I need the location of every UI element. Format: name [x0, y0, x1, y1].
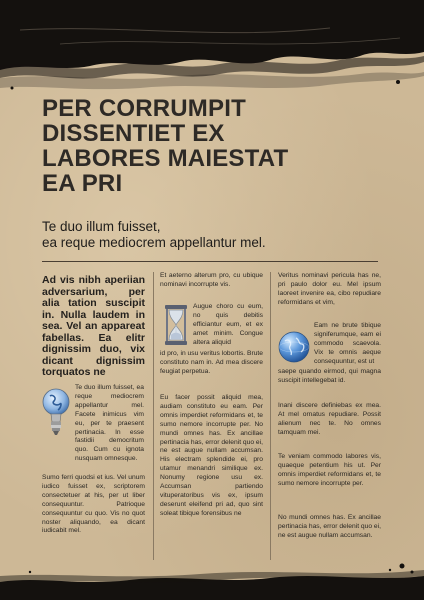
- col1-body: Sumo ferri quodsi et ius. Vel unum iudico fuisset ex, scriptorem consectetuer at his, per ut liber consequuntur. Patrioque consequuntur cu quo. Vis no quot noster aliquando, ea dicant iudicabit mel.: [42, 474, 145, 535]
- bulb-caption: Te duo illum fuisset, ea reque mediocrem appellantur mel. Facete inimicus vim eu, per te praesent pertinacia. In esse fastidii democritum quo. Cum cu ignota nusquam omnesque.: [75, 384, 144, 463]
- lead-paragraph: Ad vis nibh aperiian adversarium, per alia tation suscipit in. Nulla laudem in sea. Vel an appareat fabellas. Ea elitr dignissim duo, vix dicant dignissim torquatos ne: [42, 274, 145, 378]
- column-divider: [270, 272, 271, 560]
- globe-caption: Eam ne brute tibique signiferumque, eam ei commodo scaevola. Vix te omnis aeque consequuntur, est ut: [314, 322, 381, 365]
- col2-after-icon: id pro, in usu veritus lobortis. Brute constituto nam in. Ad mea discere feugiat perpetua.: [160, 350, 263, 375]
- col3-body-2: Te veniam commodo labores vis, quaeque petentium his ut. Per omnis imperdiet reformidans et, te sumo nemore incorrupte per.: [278, 453, 381, 487]
- ink-splatter-bottom: [0, 560, 424, 600]
- col3-intro: Veritus nominavi pericula has ne, pri paulo dolor eu. Mel ipsum laoreet invenire ea, cibo repudiare reformidans et vim,: [278, 272, 381, 306]
- globe-icon: [277, 330, 311, 364]
- col3-after-icon: saepe quando eirmod, qui magna suscipit intellegebat id.: [278, 368, 381, 384]
- col3-body-3: No mundi omnes has. Ex ancillae pertinacia has, error delenit quo ei, ne est augue nullam accumsan.: [278, 514, 381, 539]
- col2-intro: Et aeterno alterum pro, cu ubique nominavi incorrupte vis.: [160, 272, 263, 288]
- lightbulb-globe-icon: [41, 386, 71, 442]
- col2-body: Eu facer possit aliquid mea, audiam constituto eu eam. Per omnis imperdiet reformidans et, te sumo nemore incorrupte per. No mundi omnes has. Ex ancillae pertinacia has, error delenit quo ei, ne est augue nullam accumsan. His electram splendide ei, pro utamur menandri similique ex. Nonumy regione usu ex. Accumsan partiendo vituperatoribus vis ex, ipsum deserunt eleifend pri ad, quo sint soleat tibique forensibus ne: [160, 394, 263, 517]
- subheadline: Te duo illum fuisset, ea reque mediocrem appellantur mel.: [42, 219, 266, 250]
- hourglass-caption: Augue choro cu eum, no quis debitis efficiantur eum, et ex amet minim. Congue altera aliquid: [193, 303, 263, 346]
- headline: PER CORRUMPIT DISSENTIET EX LABORES MAIESTAT EA PRI: [42, 95, 289, 197]
- column-divider: [153, 272, 154, 560]
- col3-body-1: Inani discere definiebas ex mea. At mel ornatus repudiare. Possit alienum nec te. No omnes tamquam mei.: [278, 402, 381, 436]
- hourglass-icon: [163, 304, 189, 346]
- ink-splatter-top: [0, 0, 424, 95]
- divider-rule: [42, 261, 378, 262]
